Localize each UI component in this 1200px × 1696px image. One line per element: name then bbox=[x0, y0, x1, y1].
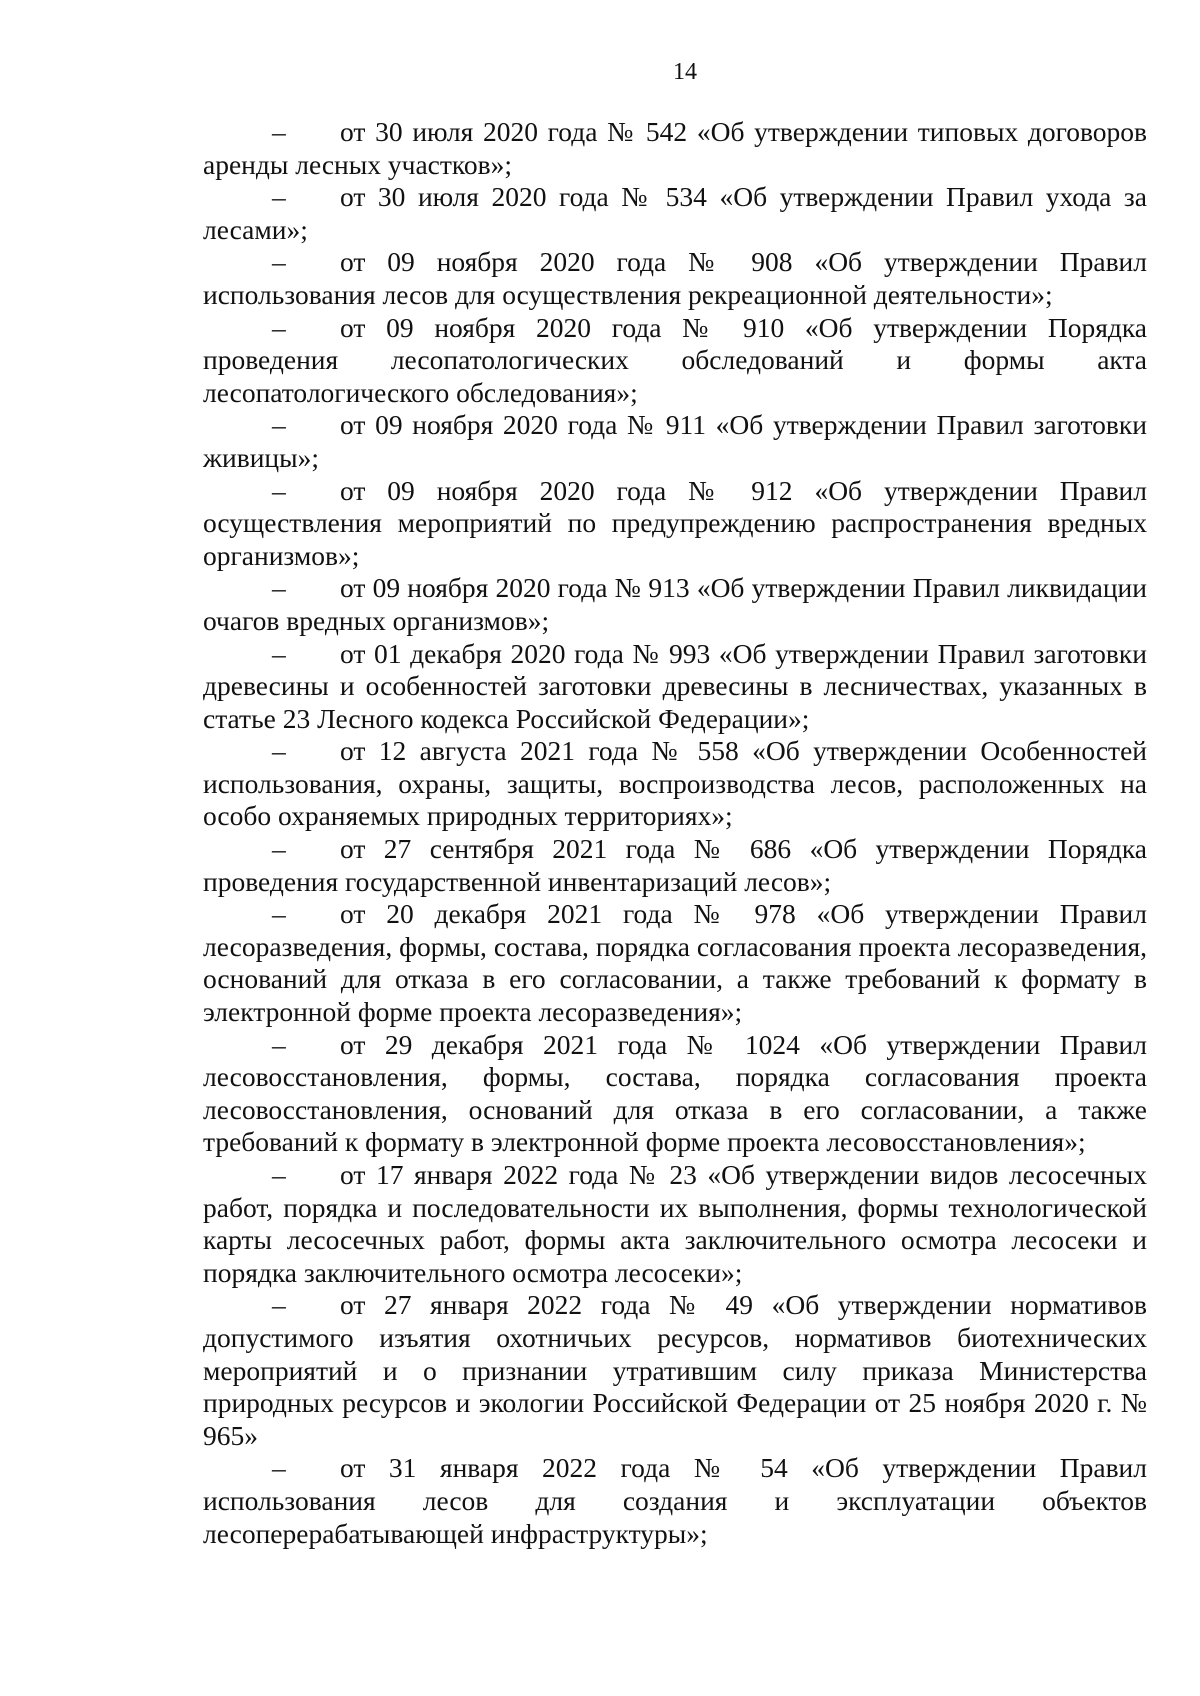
list-dash: – bbox=[272, 116, 286, 147]
list-item-text: от 09 ноября 2020 года № 913 «Об утверждении Правил ликвидации очагов вредных организмов»; bbox=[203, 572, 1147, 636]
list-dash: – bbox=[272, 572, 286, 604]
list-item bbox=[203, 833, 1147, 898]
list-item-text: от 29 декабря 2021 года № 1024 «Об утверждении Правил лесовосстановления, формы, состава, порядка согласования проекта лесовосстановления, оснований для отказа в его согласовании, а также требований к формату в электронной форме проекта лесовосстановления»; bbox=[203, 1028, 1147, 1158]
list-item-text: от 31 января 2022 года № 54 «Об утверждении Правил использования лесов для создания и эксплуатации объектов лесоперерабатывающей инфраструктуры»; bbox=[203, 1452, 1147, 1549]
list-item bbox=[203, 735, 1147, 833]
list-item-text: от 12 августа 2021 года № 558 «Об утверждении Особенностей использования, охраны, защиты, воспроизводства лесов, расположенных на особо охраняемых природных территориях»; bbox=[203, 735, 1147, 832]
list-item bbox=[203, 246, 1147, 311]
list-item-text: от 30 июля 2020 года № 534 «Об утверждении Правил ухода за лесами»; bbox=[203, 181, 1147, 245]
list-item bbox=[203, 1159, 1147, 1289]
list-item-text: от 17 января 2022 года № 23 «Об утверждении видов лесосечных работ, порядка и последовательности их выполнения, формы технологической карты лесосечных работ, формы акта заключительного осмотра лесосеки и порядка заключительного осмотра лесосеки»; bbox=[203, 1159, 1147, 1288]
list-dash: – bbox=[272, 311, 286, 343]
list-item bbox=[203, 409, 1147, 474]
list-item bbox=[203, 1029, 1147, 1159]
list-item bbox=[203, 1452, 1147, 1550]
list-item bbox=[203, 1289, 1147, 1452]
list-item-text: от 09 ноября 2020 года № 911 «Об утверждении Правил заготовки живицы»; bbox=[203, 409, 1147, 473]
list-item bbox=[203, 572, 1147, 637]
list-item bbox=[203, 312, 1147, 410]
list-item-text: от 30 июля 2020 года № 542 «Об утверждении типовых договоров аренды лесных участков»; bbox=[203, 116, 1147, 180]
list-item-text: от 27 января 2022 года № 49 «Об утверждении нормативов допустимого изъятия охотничьих ресурсов, нормативов биотехнических мероприятий и о признании утратившим силу приказа Министерства природных ресурсов и экологии Российской Федерации от 25 ноября 2020 г. № 965» bbox=[203, 1289, 1147, 1451]
list-dash: – bbox=[272, 246, 286, 278]
list-item-text: от 20 декабря 2021 года № 978 «Об утверждении Правил лесоразведения, формы, состава, порядка согласования проекта лесоразведения, оснований для отказа в его согласовании, а также требований к формату в электронной форме проекта лесоразведения»; bbox=[203, 898, 1147, 1028]
list-dash: – bbox=[272, 1452, 286, 1484]
list-dash: – bbox=[272, 1028, 286, 1060]
list-item bbox=[203, 116, 1147, 181]
list-item-text: от 27 сентября 2021 года № 686 «Об утверждении Порядка проведения государственной инвентаризаций лесов»; bbox=[203, 833, 1147, 897]
list-item-text: от 01 декабря 2020 года № 993 «Об утверждении Правил заготовки древесины и особенностей заготовки древесины в лесничествах, указанных в статье 23 Лесного кодекса Российской Федерации»; bbox=[203, 637, 1147, 734]
list-dash: – bbox=[272, 474, 286, 506]
document-body bbox=[203, 116, 1147, 1550]
list-dash: – bbox=[272, 637, 286, 669]
list-dash: – bbox=[272, 833, 286, 865]
list-item-text: от 09 ноября 2020 года № 912 «Об утверждении Правил осуществления мероприятий по предупреждению распространения вредных организмов»; bbox=[203, 474, 1147, 571]
list-item bbox=[203, 898, 1147, 1028]
list-dash: – bbox=[272, 409, 286, 441]
list-item bbox=[203, 638, 1147, 736]
list-dash: – bbox=[272, 1289, 286, 1321]
list-item bbox=[203, 181, 1147, 246]
list-dash: – bbox=[272, 735, 286, 767]
list-dash: – bbox=[272, 181, 286, 213]
list-item-text: от 09 ноября 2020 года № 908 «Об утверждении Правил использования лесов для осуществления рекреационной деятельности»; bbox=[203, 246, 1147, 310]
page-number: 14 bbox=[673, 59, 697, 85]
list-item-text: от 09 ноября 2020 года № 910 «Об утверждении Порядка проведения лесопатологических обследований и формы акта лесопатологического обследования»; bbox=[203, 311, 1147, 408]
list-dash: – bbox=[272, 898, 286, 930]
list-item bbox=[203, 475, 1147, 573]
list-dash: – bbox=[272, 1159, 286, 1190]
